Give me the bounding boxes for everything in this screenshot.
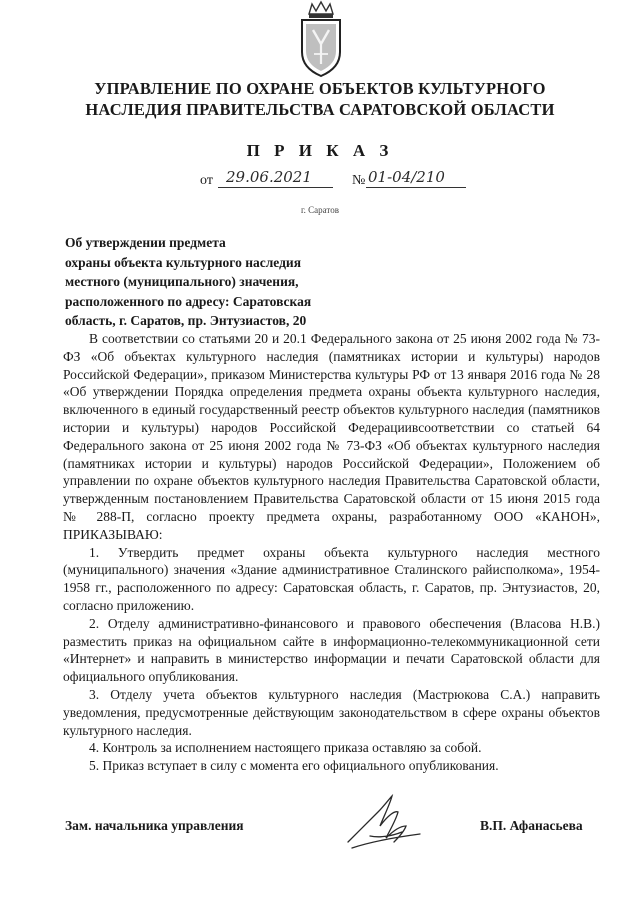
subject-line: местного (муниципального) значения,: [65, 274, 299, 289]
preamble-paragraph: В соответствии со статьями 20 и 20.1 Федерального закона от 25 июня 2002 года № 73-ФЗ «Об объектах культурного наследия (памятниках истории и культуры) народов Российской Федерации», приказом Министерства культуры РФ от 13 января 2016 года № 28 «Об утверждении Порядка определения предмета охраны объекта культурного наследия, включенного в единый государственный реестр объектов культурного наследия (памятников истории и культуры) народов Российской Федерациивсоответствии со статьей 64 Федерального закона от 25 июня 2002 года № 73-ФЗ «Об объектах культурного наследия (памятниках истории и культуры) народов Российской Федерации», Положением об управлении по охране объектов культурного наследия Правительства Саратовской области, утвержденным постановлением Правительства Саратовской области от 15 июня 2015 года № 288-П, согласно проекту предмета охраны, разработанному ООО «КАНОН», ПРИКАЗЫВАЮ:: [63, 331, 600, 542]
order-item-3: 3. Отделу учета объектов культурного наследия (Мастрюкова С.А.) направить уведомления, предусмотренные действующим законодательством в сфере охраны объектов культурного наследия.: [63, 686, 600, 738]
organization-name-line-1: УПРАВЛЕНИЕ ПО ОХРАНЕ ОБЪЕКТОВ КУЛЬТУРНОГО: [94, 79, 546, 98]
handwritten-date: 29.06.2021: [226, 168, 312, 186]
order-item-4: 4. Контроль за исполнением настоящего приказа оставляю за собой.: [89, 740, 482, 756]
order-body: [63, 330, 600, 775]
number-label: №: [352, 173, 366, 188]
signatory-position: Зам. начальника управления: [65, 818, 244, 833]
city-label: г. Саратов: [301, 205, 339, 215]
document-title: П Р И К А З: [246, 141, 394, 160]
signatory-name: В.П. Афанасьева: [480, 818, 583, 833]
number-underline: [366, 187, 466, 188]
order-item-2: 2. Отделу административно-финансового и правового обеспечения (Власова Н.В.) разместить приказ на официальном сайте в информационно-телекоммуникационной сети «Интернет» и направить в министерство информации и печати Саратовской области для официального опубликования.: [63, 615, 600, 685]
order-item-5: 5. Приказ вступает в силу с момента его официального опубликования.: [89, 758, 499, 774]
order-item-1: 1. Утвердить предмет охраны объекта культурного наследия местного (муниципального) значения «Здание административное Сталинского райисполкома», 1954-1958 гг., расположенного по адресу: Саратовская область, г. Саратов, пр. Энтузиастов, 20, согласно приложению.: [63, 544, 600, 613]
organization-name-line-2: НАСЛЕДИЯ ПРАВИТЕЛЬСТВА САРАТОВСКОЙ ОБЛАСТИ: [85, 100, 555, 119]
date-number-line: [200, 169, 470, 191]
subject-line: Об утверждении предмета: [65, 235, 226, 250]
date-underline: [218, 187, 333, 188]
subject-line: охраны объекта культурного наследия: [65, 254, 302, 270]
subject-line: область, г. Саратов, пр. Энтузиастов, 20: [65, 313, 307, 328]
order-subject: [65, 233, 385, 331]
date-label: от: [200, 173, 213, 188]
handwritten-number: 01-04/210: [368, 168, 445, 186]
handwritten-signature: [340, 792, 430, 850]
coat-of-arms-icon: [296, 0, 346, 78]
subject-line: расположенного по адресу: Саратовская: [65, 293, 312, 309]
